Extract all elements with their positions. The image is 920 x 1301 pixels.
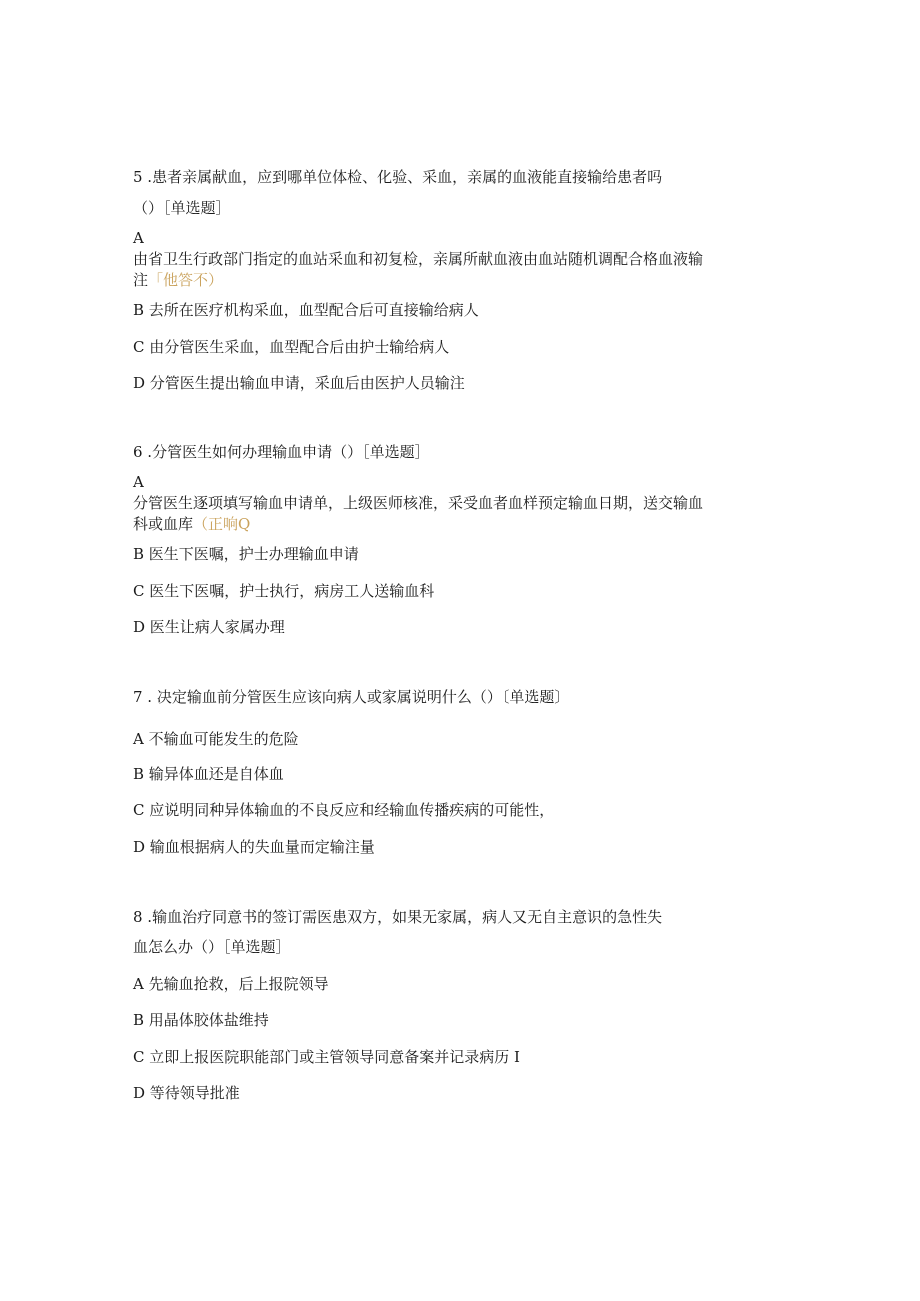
- question-8-option-a[interactable]: A 先输血抢救，后上报院领导: [133, 975, 329, 993]
- question-7-option-c[interactable]: C 应说明同种异体输血的不良反应和经输血传播疾病的可能性，: [133, 801, 555, 819]
- question-7-option-d[interactable]: D 输血根据病人的失血量而定输注量: [133, 838, 375, 856]
- question-5-option-a-text-line2: [133, 270, 223, 290]
- option-a-text: 科或血库: [133, 515, 194, 533]
- question-5-title-line1: 5 .患者亲属献血，应到哪单位体检、化验、采血，亲属的血液能直接输给患者吗: [133, 168, 663, 186]
- question-7-option-b[interactable]: B 输异体血还是自体血: [133, 765, 284, 783]
- question-6-title: 6 .分管医生如何办理输血申请（）［单选题］: [133, 443, 430, 461]
- question-5-option-a-text-line1: 由省卫生行政部门指定的血站采血和初复检，亲属所献血液由血站随机调配合格血液输: [133, 250, 704, 268]
- question-7-option-a[interactable]: A 不输血可能发生的危险: [133, 730, 299, 748]
- question-8-option-c[interactable]: C 立即上报医院职能部门或主管领导同意备案并记录病历 I: [133, 1048, 520, 1066]
- question-7-title: 7 . 决定输血前分管医生应该向病人或家属说明什么（）〔单选题〕: [133, 688, 570, 706]
- question-6-option-a-text-line1: 分管医生逐项填写输血申请单，上级医师核准，采受血者血样预定输血日期，送交输血: [133, 494, 704, 512]
- question-8-title-line2: 血怎么办（）［单选题］: [133, 938, 291, 956]
- question-6-option-a-label[interactable]: A: [133, 473, 144, 491]
- question-6-option-b[interactable]: B 医生下医嘱，护士办理输血申请: [133, 545, 359, 563]
- question-5-title-line2: （）［单选题］: [133, 199, 231, 217]
- question-8-option-d[interactable]: D 等待领导批准: [133, 1084, 240, 1102]
- question-5-option-c[interactable]: C 由分管医生采血，血型配合后由护士输给病人: [133, 338, 450, 356]
- option-a-text: 注: [133, 271, 149, 289]
- question-8-title-line1: 8 .输血治疗同意书的签订需医患双方，如果无家属，病人又无自主意识的急性失: [133, 908, 663, 926]
- question-5-option-a-label[interactable]: A: [133, 229, 144, 247]
- question-6-option-d[interactable]: D 医生让病人家属办理: [133, 618, 285, 636]
- question-5-option-b[interactable]: B 去所在医疗机构采血，血型配合后可直接输给病人: [133, 301, 479, 319]
- answer-mark: （正响Q: [193, 515, 251, 533]
- answer-mark: 「他答不）: [148, 271, 224, 289]
- question-8-option-b[interactable]: B 用晶体胶体盐维持: [133, 1011, 269, 1029]
- question-6-option-c[interactable]: C 医生下医嘱，护士执行，病房工人送输血科: [133, 582, 435, 600]
- question-6-option-a-text-line2: [133, 514, 250, 534]
- question-5-option-d[interactable]: D 分管医生提出输血申请，采血后由医护人员输注: [133, 374, 465, 392]
